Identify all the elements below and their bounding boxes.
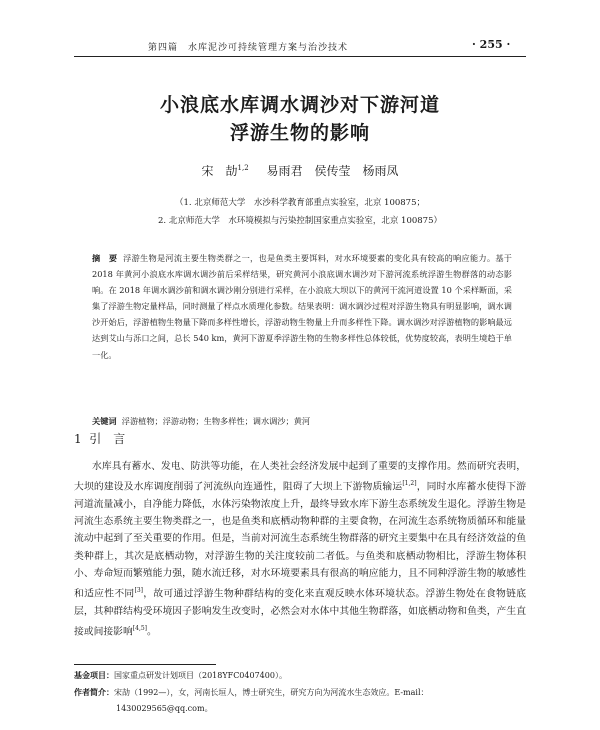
author-list [0,162,600,179]
abstract-label: 摘 要 [92,253,118,263]
body-text-part-3: ，故可通过浮游生物种群结构的变化来直观反映水体环境状态。浮游生物处在食物链底层，其种群结构受环境因子影响发生改变时，必然会对水体中其他生物群落，如底栖动物和鱼类，产生直接或间接影响 [74,588,527,638]
keywords-text: 浮游植物；浮游动物；生物多样性；调水调沙；黄河 [121,416,311,426]
body-text-part-4: 。 [147,626,157,638]
affiliation-2: 2. 北京师范大学 水环境模拟与污染控制国家重点实验室，北京 100875） [158,216,442,226]
co-authors: 易雨君 侯传莹 杨雨凤 [266,164,399,178]
keywords [92,416,512,427]
body-text-part-1: 水库具有蓄水、发电、防洪等功能，在人类社会经济发展中起到了重要的支撑作用。然而研究表明，大坝的建设及水库调度削弱了河流纵向连通性，阻碍了大坝上下游物质输运 [74,461,526,493]
funding-text: 国家重点研发计划项目（2018YFC0407400）。 [114,671,287,680]
funding-label: 基金项目： [74,670,114,680]
section-heading [74,430,125,447]
author-1-affiliation-mark: 1,2 [237,164,249,172]
footnote-rule [74,664,216,665]
affiliation-1: （1. 北京师范大学 水沙科学教育部重点实验室，北京 100875； [175,198,425,208]
abstract-text: 浮游生物是河流主要生物类群之一，也是鱼类主要饵料，对水环境要素的变化具有较高的响应能力。基于 2018 年黄河小浪底水库调水调沙前后采样结果，研究黄河小浪底调水调沙对下游河流系统浮游生物群落的动态影响。在 2018 年调水调沙前和调水调沙刚分别进行采样，在小浪底大坝以下的黄河干流河道设置 10 个采样断面，采集了浮游生物定量样品，同时测量了样点水质理化参数。结果表明：调水调沙过程对浮游生物具有明显影响，调水调沙开始后，浮游植物生物量下降而多样性增长，浮游动物生物量上升而多样性下降。调水调沙对浮游植物的影响最远达到艾山与泺口之间，总长 540 km，黄河下游夏季浮游生物的生物多样性总体较低，优势度较高，表明生境趋于单一化。 [92,253,512,360]
author-email: 1430029565@qq.com。 [116,704,213,713]
section-title: 引 言 [89,432,126,446]
author-1: 宋 劼 [201,164,238,178]
section-number: 1 [74,432,82,446]
running-header-chapter: 第四篇 水库泥沙可持续管理方案与治沙技术 [148,43,349,53]
abstract [92,250,512,363]
paper-title-line-2: 浮游生物的影响 [229,122,370,144]
paper-title-line-1: 小浪底水库调水调沙对下游河道 [159,94,440,116]
keywords-label: 关键词 [92,416,117,426]
footnote-author [74,687,526,698]
body-paragraph [74,458,526,641]
body-text-part-2: ，同时水库蓄水使得下游河道流量减小，自净能力降低，水体污染物浓度上升，最终导致水库下游生态系统发生退化。浮游生物是河流生态系统主要生物类群之一，也是鱼类和底栖动物种群的主要食物，在河流生态系统物质循环和能量流动中起到了至关重要的作用。但是，当前对河流生态系统生物群落的研究主要集中在具有经济效益的鱼类种群上，其次是底栖动物，对浮游生物的关注度较前二者低。与鱼类和底栖动物相比，浮游生物体积小、寿命短而繁殖能力强，随水流迁移，对水环境要素具有很高的响应能力，且不同种浮游生物的敏感性和适应性不同 [74,481,527,600]
page-number: · 255 · [472,38,511,51]
citation-3: [4,5] [132,625,148,633]
author-bio-label: 作者简介： [74,687,114,697]
header-rule [74,56,526,57]
citation-1: [1,2] [402,480,417,488]
citation-2: [3] [134,587,143,595]
footnote-funding [74,670,526,681]
author-bio-text: 宋劼（1992—），女，河南长垣人，博士研究生，研究方向为河流水生态效应。E-mail： [114,688,429,697]
